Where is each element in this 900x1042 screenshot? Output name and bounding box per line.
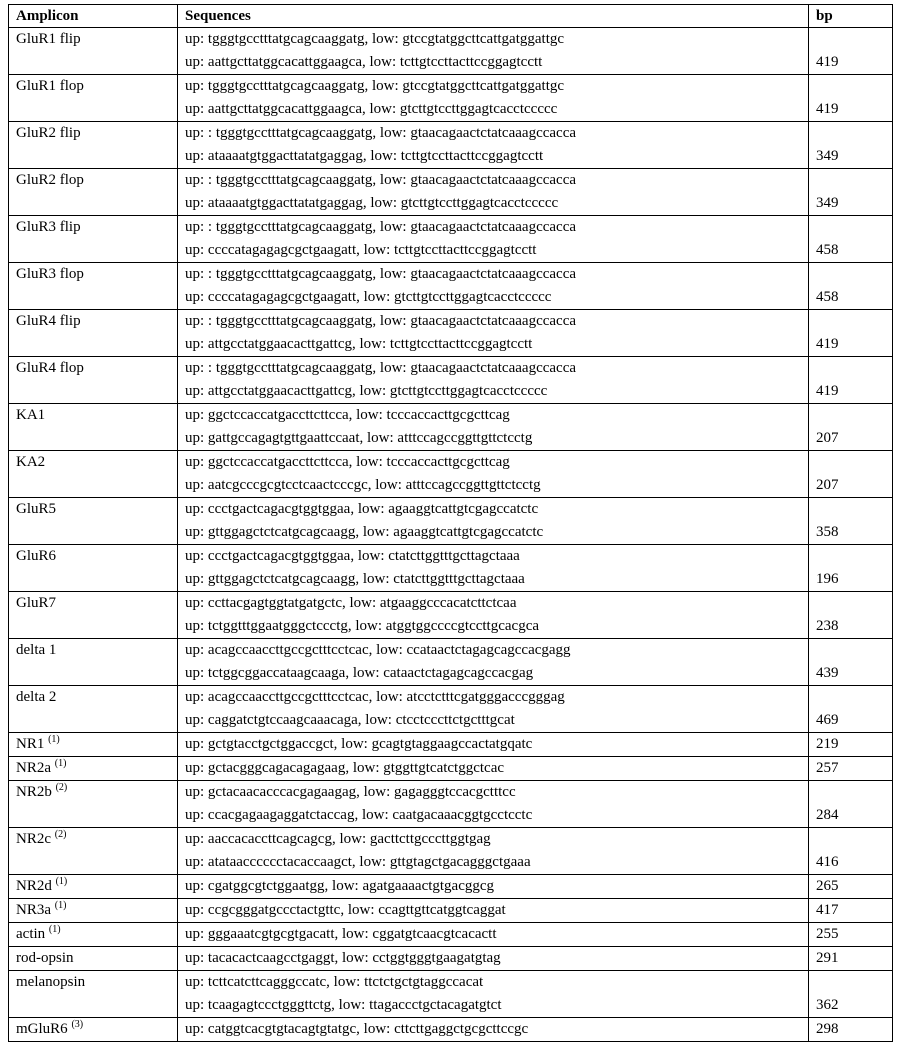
bp-cell: 349	[809, 169, 893, 216]
reference-superscript: (1)	[55, 876, 68, 887]
reference-superscript: (2)	[54, 829, 67, 840]
table-row	[9, 1018, 893, 1042]
sequence-line: up: : tgggtgcctttatgcagcaaggatg, low: gtaacagaactctatcaaagccacca	[185, 266, 577, 282]
amplicon-cell	[9, 875, 178, 899]
table-row	[9, 733, 893, 757]
amplicon-cell	[9, 686, 178, 733]
sequence-line: up: gttggagctctcatgcagcaagg, low: agaaggtcattgtcgagccatctc	[185, 524, 544, 540]
amplicon-name: KA1	[16, 407, 46, 423]
sequences-cell	[178, 899, 809, 923]
amplicon-name: GluR3 flip	[16, 219, 81, 235]
amplicon-name: GluR4 flop	[16, 360, 84, 376]
sequence-line: up: ataaaatgtggacttatatgaggag, low: tcttgtccttacttccggagtcctt	[185, 148, 544, 164]
sequences-cell	[178, 451, 809, 498]
amplicon-name: GluR2 flop	[16, 172, 84, 188]
sequence-line: up: aattgcttatggcacattggaagca, low: tcttgtccttacttccggagtcctt	[185, 54, 543, 70]
bp-cell: 207	[809, 451, 893, 498]
amplicon-cell	[9, 545, 178, 592]
amplicon-name: delta 2	[16, 689, 57, 705]
sequence-line: up: ggctccaccatgaccttcttcca, low: tcccaccacttgcgcttcag	[185, 454, 510, 470]
reference-superscript: (1)	[48, 734, 60, 745]
amplicon-cell	[9, 733, 178, 757]
sequences-cell	[178, 28, 809, 75]
amplicon-cell	[9, 75, 178, 122]
amplicon-name: GluR1 flop	[16, 78, 84, 94]
header-bp: bp	[809, 5, 893, 28]
amplicon-name: GluR7	[16, 595, 57, 611]
amplicon-name: mGluR6	[16, 1021, 68, 1037]
amplicon-cell	[9, 357, 178, 404]
amplicon-name: delta 1	[16, 642, 57, 658]
sequences-cell	[178, 75, 809, 122]
sequence-line: up: ataaaatgtggacttatatgaggag, low: gtcttgtccttggagtcacctccccc	[185, 195, 559, 211]
amplicon-cell	[9, 404, 178, 451]
reference-superscript: (1)	[54, 900, 67, 911]
amplicon-name: NR2a	[16, 760, 51, 776]
sequence-line: up: attgcctatggaacacttgattcg, low: tcttgtccttacttccggagtcctt	[185, 336, 533, 352]
amplicon-name: NR2c	[16, 831, 51, 847]
bp-cell: 196	[809, 545, 893, 592]
header-amplicon: Amplicon	[9, 5, 178, 28]
bp-cell: 419	[809, 357, 893, 404]
bp-cell: 469	[809, 686, 893, 733]
sequences-cell	[178, 639, 809, 686]
amplicon-name: GluR5	[16, 501, 57, 517]
sequences-cell	[178, 1018, 809, 1042]
bp-cell: 458	[809, 216, 893, 263]
sequences-cell	[178, 498, 809, 545]
sequence-line: up: : tgggtgcctttatgcagcaaggatg, low: gtaacagaactctatcaaagccacca	[185, 360, 577, 376]
amplicon-cell	[9, 899, 178, 923]
sequence-line: up: ccccatagagagcgctgaagatt, low: gtcttgtccttggagtcacctccccc	[185, 289, 552, 305]
sequence-line: up: ccctgactcagacgtggtggaa, low: ctatcttggtttgcttagctaaa	[185, 548, 520, 564]
amplicon-cell	[9, 1018, 178, 1042]
sequences-cell	[178, 947, 809, 971]
sequence-line: up: tcttcatcttcagggccatc, low: ttctctgctgtaggccacat	[185, 974, 484, 990]
sequence-line: up: : tgggtgcctttatgcagcaaggatg, low: gtaacagaactctatcaaagccacca	[185, 125, 577, 141]
sequences-cell	[178, 357, 809, 404]
bp-cell: 349	[809, 122, 893, 169]
sequence-line: up: catggtcacgtgtacagtgtatgc, low: cttcttgaggctgcgcttccgc	[185, 1021, 529, 1037]
reference-superscript: (3)	[71, 1019, 84, 1030]
header-sequences: Sequences	[178, 5, 809, 28]
sequence-line: up: aattgcttatggcacattggaagca, low: gtcttgtccttggagtcacctccccc	[185, 101, 558, 117]
table-row	[9, 875, 893, 899]
sequences-cell	[178, 686, 809, 733]
bp-cell: 298	[809, 1018, 893, 1042]
amplicon-name: GluR4 flip	[16, 313, 81, 329]
sequences-cell	[178, 216, 809, 263]
table-row	[9, 404, 893, 451]
amplicon-cell	[9, 451, 178, 498]
table-row	[9, 28, 893, 75]
sequence-line: up: caggatctgtccaagcaaacaga, low: ctcctcccttctgctttgcat	[185, 712, 515, 728]
bp-cell: 417	[809, 899, 893, 923]
bp-cell: 419	[809, 75, 893, 122]
bp-cell: 207	[809, 404, 893, 451]
amplicon-cell	[9, 947, 178, 971]
sequence-line: up: : tgggtgcctttatgcagcaaggatg, low: gtaacagaactctatcaaagccacca	[185, 313, 577, 329]
primer-table	[8, 4, 893, 1042]
amplicon-cell	[9, 781, 178, 828]
bp-cell: 291	[809, 947, 893, 971]
sequences-cell	[178, 310, 809, 357]
amplicon-cell	[9, 923, 178, 947]
table-row	[9, 216, 893, 263]
sequence-line: up: gctacgggcagacagagaag, low: gtggttgtcatctggctcac	[185, 760, 505, 776]
bp-cell: 362	[809, 971, 893, 1018]
bp-cell: 416	[809, 828, 893, 875]
amplicon-cell	[9, 757, 178, 781]
sequence-line: up: ggctccaccatgaccttcttcca, low: tcccaccacttgcgcttcag	[185, 407, 510, 423]
amplicon-name: GluR6	[16, 548, 57, 564]
sequence-line: up: ccctgactcagacgtggtggaa, low: agaaggtcattgtcgagccatctc	[185, 501, 539, 517]
sequence-line: up: gttggagctctcatgcagcaagg, low: ctatcttggtttgcttagctaaa	[185, 571, 525, 587]
bp-cell: 358	[809, 498, 893, 545]
sequences-cell	[178, 122, 809, 169]
bp-cell: 419	[809, 310, 893, 357]
sequences-cell	[178, 757, 809, 781]
bp-cell: 284	[809, 781, 893, 828]
table-row	[9, 828, 893, 875]
table-row	[9, 357, 893, 404]
sequence-line: up: tacacactcaagcctgaggt, low: cctggtgggtgaagatgtag	[185, 950, 501, 966]
table-row	[9, 498, 893, 545]
amplicon-cell	[9, 498, 178, 545]
sequence-line: up: aatcgcccgcgtcctcaactcccgc, low: atttccagccggttgttctcctg	[185, 477, 541, 493]
sequence-line: up: gctgtacctgctggaccgct, low: gcagtgtaggaagccactatgqatc	[185, 736, 533, 752]
amplicon-cell	[9, 216, 178, 263]
sequence-line: up: aaccacaccttcagcagcg, low: gacttcttgcccttggtgag	[185, 831, 491, 847]
sequences-cell	[178, 169, 809, 216]
reference-superscript: (1)	[54, 758, 67, 769]
amplicon-cell	[9, 592, 178, 639]
table-row	[9, 545, 893, 592]
table-row	[9, 263, 893, 310]
amplicon-name: GluR3 flop	[16, 266, 84, 282]
table-row	[9, 592, 893, 639]
sequences-cell	[178, 828, 809, 875]
sequence-line: up: tcaagagtccctgggttctg, low: ttagaccctgctacagatgtct	[185, 997, 502, 1013]
amplicon-cell	[9, 971, 178, 1018]
table-row	[9, 923, 893, 947]
bp-cell: 458	[809, 263, 893, 310]
table-row	[9, 947, 893, 971]
sequences-cell	[178, 263, 809, 310]
amplicon-cell	[9, 122, 178, 169]
bp-cell: 439	[809, 639, 893, 686]
table-row	[9, 122, 893, 169]
sequences-cell	[178, 781, 809, 828]
reference-superscript: (2)	[55, 782, 68, 793]
amplicon-name: NR2d	[16, 878, 52, 894]
sequences-cell	[178, 545, 809, 592]
amplicon-cell	[9, 310, 178, 357]
sequence-line: up: ccttacgagtggtatgatgctc, low: atgaaggcccacatcttctcaa	[185, 595, 517, 611]
sequences-cell	[178, 875, 809, 899]
sequence-line: up: : tgggtgcctttatgcagcaaggatg, low: gtaacagaactctatcaaagccacca	[185, 172, 577, 188]
bp-cell: 419	[809, 28, 893, 75]
sequence-line: up: ccgcgggatgccctactgttc, low: ccagttgttcatggtcaggat	[185, 902, 506, 918]
sequence-line: up: : tgggtgcctttatgcagcaaggatg, low: gtaacagaactctatcaaagccacca	[185, 219, 577, 235]
table-row	[9, 310, 893, 357]
amplicon-cell	[9, 263, 178, 310]
table-row	[9, 781, 893, 828]
sequences-cell	[178, 733, 809, 757]
amplicon-cell	[9, 639, 178, 686]
sequences-cell	[178, 404, 809, 451]
table-row	[9, 757, 893, 781]
bp-cell: 265	[809, 875, 893, 899]
amplicon-name: melanopsin	[16, 974, 86, 990]
amplicon-cell	[9, 169, 178, 216]
sequence-line: up: tgggtgcctttatgcagcaaggatg, low: gtccgtatggcttcattgatggattgc	[185, 78, 565, 94]
sequence-line: up: tgggtgcctttatgcagcaaggatg, low: gtccgtatggcttcattgatggattgc	[185, 31, 565, 47]
amplicon-name: GluR1 flip	[16, 31, 81, 47]
table-row	[9, 75, 893, 122]
sequence-line: up: acagccaaccttgccgctttcctcac, low: ccataactctagagcagccacgagg	[185, 642, 571, 658]
table-row	[9, 899, 893, 923]
bp-cell: 238	[809, 592, 893, 639]
amplicon-cell	[9, 28, 178, 75]
header-row	[9, 5, 893, 28]
sequence-line: up: ccccatagagagcgctgaagatt, low: tcttgtccttacttccggagtcctt	[185, 242, 537, 258]
amplicon-name: KA2	[16, 454, 46, 470]
table-row	[9, 451, 893, 498]
sequence-line: up: tctggtttggaatgggctccctg, low: atggtggccccgtccttgcacgca	[185, 618, 540, 634]
table-body	[9, 28, 893, 1042]
amplicon-name: NR1	[16, 736, 45, 752]
sequence-line: up: ccacgagaagaggatctaccag, low: caatgacaaacggtgcctcctc	[185, 807, 533, 823]
sequence-line: up: gggaaatcgtgcgtgacatt, low: cggatgtcaacgtcacactt	[185, 926, 497, 942]
sequences-cell	[178, 592, 809, 639]
amplicon-name: NR3a	[16, 902, 51, 918]
sequence-line: up: atataacccccctacaccaagct, low: gttgtagctgacagggctgaaa	[185, 854, 531, 870]
table-row	[9, 686, 893, 733]
reference-superscript: (1)	[48, 924, 61, 935]
amplicon-name: GluR2 flip	[16, 125, 81, 141]
amplicon-name: rod-opsin	[16, 950, 74, 966]
sequence-line: up: gattgccagagtgttgaattccaat, low: atttccagccggttgttctcctg	[185, 430, 533, 446]
sequence-line: up: cgatggcgtctggaatgg, low: agatgaaaactgtgacggcg	[185, 878, 495, 894]
sequence-line: up: attgcctatggaacacttgattcg, low: gtcttgtccttggagtcacctccccc	[185, 383, 548, 399]
bp-cell: 219	[809, 733, 893, 757]
sequences-cell	[178, 971, 809, 1018]
amplicon-name: NR2b	[16, 784, 52, 800]
sequence-line: up: acagccaaccttgccgctttcctcac, low: atcctctttcgatgggacccgggag	[185, 689, 565, 705]
amplicon-cell	[9, 828, 178, 875]
table-row	[9, 639, 893, 686]
amplicon-name: actin	[16, 926, 46, 942]
bp-cell: 255	[809, 923, 893, 947]
sequences-cell	[178, 923, 809, 947]
sequence-line: up: tctggcggaccataagcaaga, low: cataactctagagcagccacgag	[185, 665, 534, 681]
sequence-line: up: gctacaacacccacgagaagag, low: gagagggtccacgctttcc	[185, 784, 516, 800]
bp-cell: 257	[809, 757, 893, 781]
table-row	[9, 169, 893, 216]
table-row	[9, 971, 893, 1018]
